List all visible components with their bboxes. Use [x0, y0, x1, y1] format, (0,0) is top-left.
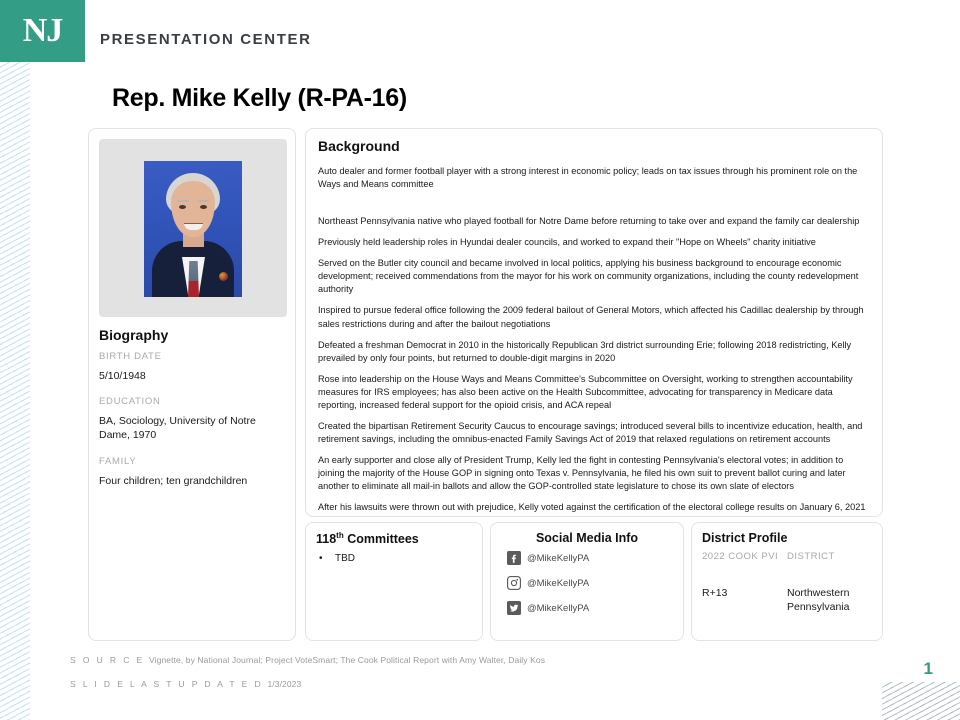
portrait-frame	[99, 139, 287, 317]
portrait-brow-left	[177, 200, 189, 202]
footer-updated-line	[70, 674, 545, 692]
social-row-facebook[interactable]	[507, 551, 673, 565]
portrait-photo	[144, 161, 242, 297]
committee-item-label: TBD	[335, 553, 355, 565]
bio-label-family: FAMILY	[99, 455, 137, 467]
footer-updated-key: S L I D E L A S T U P D A T E D	[70, 679, 263, 689]
district-profile-heading: District Profile	[702, 531, 788, 545]
footer	[70, 650, 545, 698]
district-column-pvi	[702, 551, 787, 614]
district-label-district: DISTRICT	[787, 551, 835, 562]
committees-heading	[316, 531, 472, 546]
background-card	[305, 128, 883, 517]
biography-fields	[99, 351, 287, 501]
background-paragraph: Rose into leadership on the House Ways and Means Committee's Subcommittee on Oversight, working to strengthen accountability measures for IRS employees; has also been active on the Health Subcommittee, advocating for transparency in Medicare data reporting, increased federal support for the opioid crisis, and ACA repeal	[318, 373, 853, 410]
background-paragraph: Served on the Butler city council and became involved in local politics, applying his business background to encourage economic development; received commendations from the mayor for his work on community organizations, including the county redevelopment authority	[318, 258, 859, 295]
background-paragraph: An early supporter and close ally of President Trump, Kelly led the fight in contesting Pennsylvania's electoral votes; in addition to joining the majority of the House GOP in signing onto Texas v. Pennsylvania, he filed his own suit to prevent ballot curing and later another to eliminate all mail-in ballots and allow the GOP-controlled state legislature to chose its own slate of electors	[318, 455, 846, 492]
background-heading: Background	[318, 138, 400, 154]
bio-label-education: EDUCATION	[99, 396, 161, 408]
footer-source-key: S O U R C E	[70, 655, 145, 665]
instagram-icon	[507, 576, 521, 590]
social-media-card	[490, 522, 684, 641]
background-paragraph: Defeated a freshman Democrat in 2010 in the historically Republican 3rd district surrounding Erie; following 2018 redistricting, Kelly prevailed by only four points, but returned to double-digit margins in 2020	[318, 339, 852, 363]
page-number: 1	[923, 659, 933, 678]
bullet-icon: •	[319, 553, 323, 565]
social-media-heading: Social Media Info	[535, 531, 639, 545]
committees-heading-rest: Committees	[343, 532, 419, 547]
decorative-hatch-bottom-right	[882, 682, 960, 720]
brand-label: PRESENTATION CENTER	[100, 31, 312, 48]
bio-value-education: BA, Sociology, University of Notre Dame, 1970	[99, 415, 256, 442]
instagram-handle: @MikeKellyPA	[527, 577, 590, 589]
footer-updated-value: 1/3/2023	[267, 679, 302, 689]
facebook-handle: @MikeKellyPA	[527, 552, 590, 564]
portrait-eye-left	[179, 205, 186, 209]
district-profile-card	[691, 522, 883, 641]
district-column-district	[787, 551, 872, 614]
district-value-pvi: R+13	[702, 587, 728, 599]
portrait-brow-right	[197, 200, 209, 202]
bio-value-family: Four children; ten grandchildren	[99, 474, 248, 487]
twitter-icon	[507, 601, 521, 615]
footer-source-line	[70, 650, 545, 668]
footer-source-value: Vignette, by National Journal; Project VoteSmart; The Cook Political Report with Amy Walter, Daily Kos	[149, 655, 546, 665]
district-profile-grid	[702, 551, 872, 614]
committees-ordinal-suffix: th	[336, 531, 344, 540]
background-paragraph: Auto dealer and former football player with a strong interest in economic policy; leads on tax issues through his prominent role on the Ways and Means committee	[318, 166, 858, 190]
background-paragraph: Previously held leadership roles in Hyundai dealer councils, and worked to expand their "Hope on Wheels" charity initiative	[318, 237, 816, 248]
page-title: Rep. Mike Kelly (R-PA-16)	[112, 84, 407, 112]
background-paragraph: Created the bipartisan Retirement Security Caucus to encourage savings; introduced several bills to incentivize education, health, and retirement savings, including the omnibus-enacted Family Savings Act of 2019 that relaxed regulations on retirement accounts	[318, 420, 863, 444]
committees-card	[305, 522, 483, 641]
portrait-lapel-pin	[219, 272, 228, 281]
social-row-twitter[interactable]	[507, 601, 673, 615]
twitter-handle: @MikeKellyPA	[527, 602, 590, 614]
portrait-tie	[188, 261, 199, 297]
bio-label-birth-date: BIRTH DATE	[99, 351, 162, 362]
decorative-hatch-left	[0, 62, 30, 720]
portrait-eye-right	[200, 205, 207, 209]
background-paragraph: Inspired to pursue federal office following the 2009 federal bailout of General Motors, which affected his Cadillac dealership by through sales restrictions during and after the bailout negotiations	[318, 305, 864, 329]
committees-congress-number: 118	[316, 532, 337, 547]
facebook-icon	[507, 551, 521, 565]
biography-card	[88, 128, 296, 641]
nj-logo-text: NJ	[22, 12, 63, 49]
district-value-district: Northwestern Pennsylvania	[787, 587, 850, 614]
biography-heading: Biography	[99, 327, 169, 343]
list-item	[316, 552, 472, 565]
district-label-pvi: 2022 COOK PVI	[702, 551, 779, 562]
background-paragraph: After his lawsuits were thrown out with prejudice, Kelly voted against the certification of the electoral college results on January 6, 2021	[318, 502, 866, 513]
bio-value-birth-date: 5/10/1948	[99, 370, 146, 382]
background-paragraph: Northeast Pennsylvania native who played football for Notre Dame before returning to take over and expand the family car dealership	[318, 216, 860, 227]
social-row-instagram[interactable]	[507, 576, 673, 590]
